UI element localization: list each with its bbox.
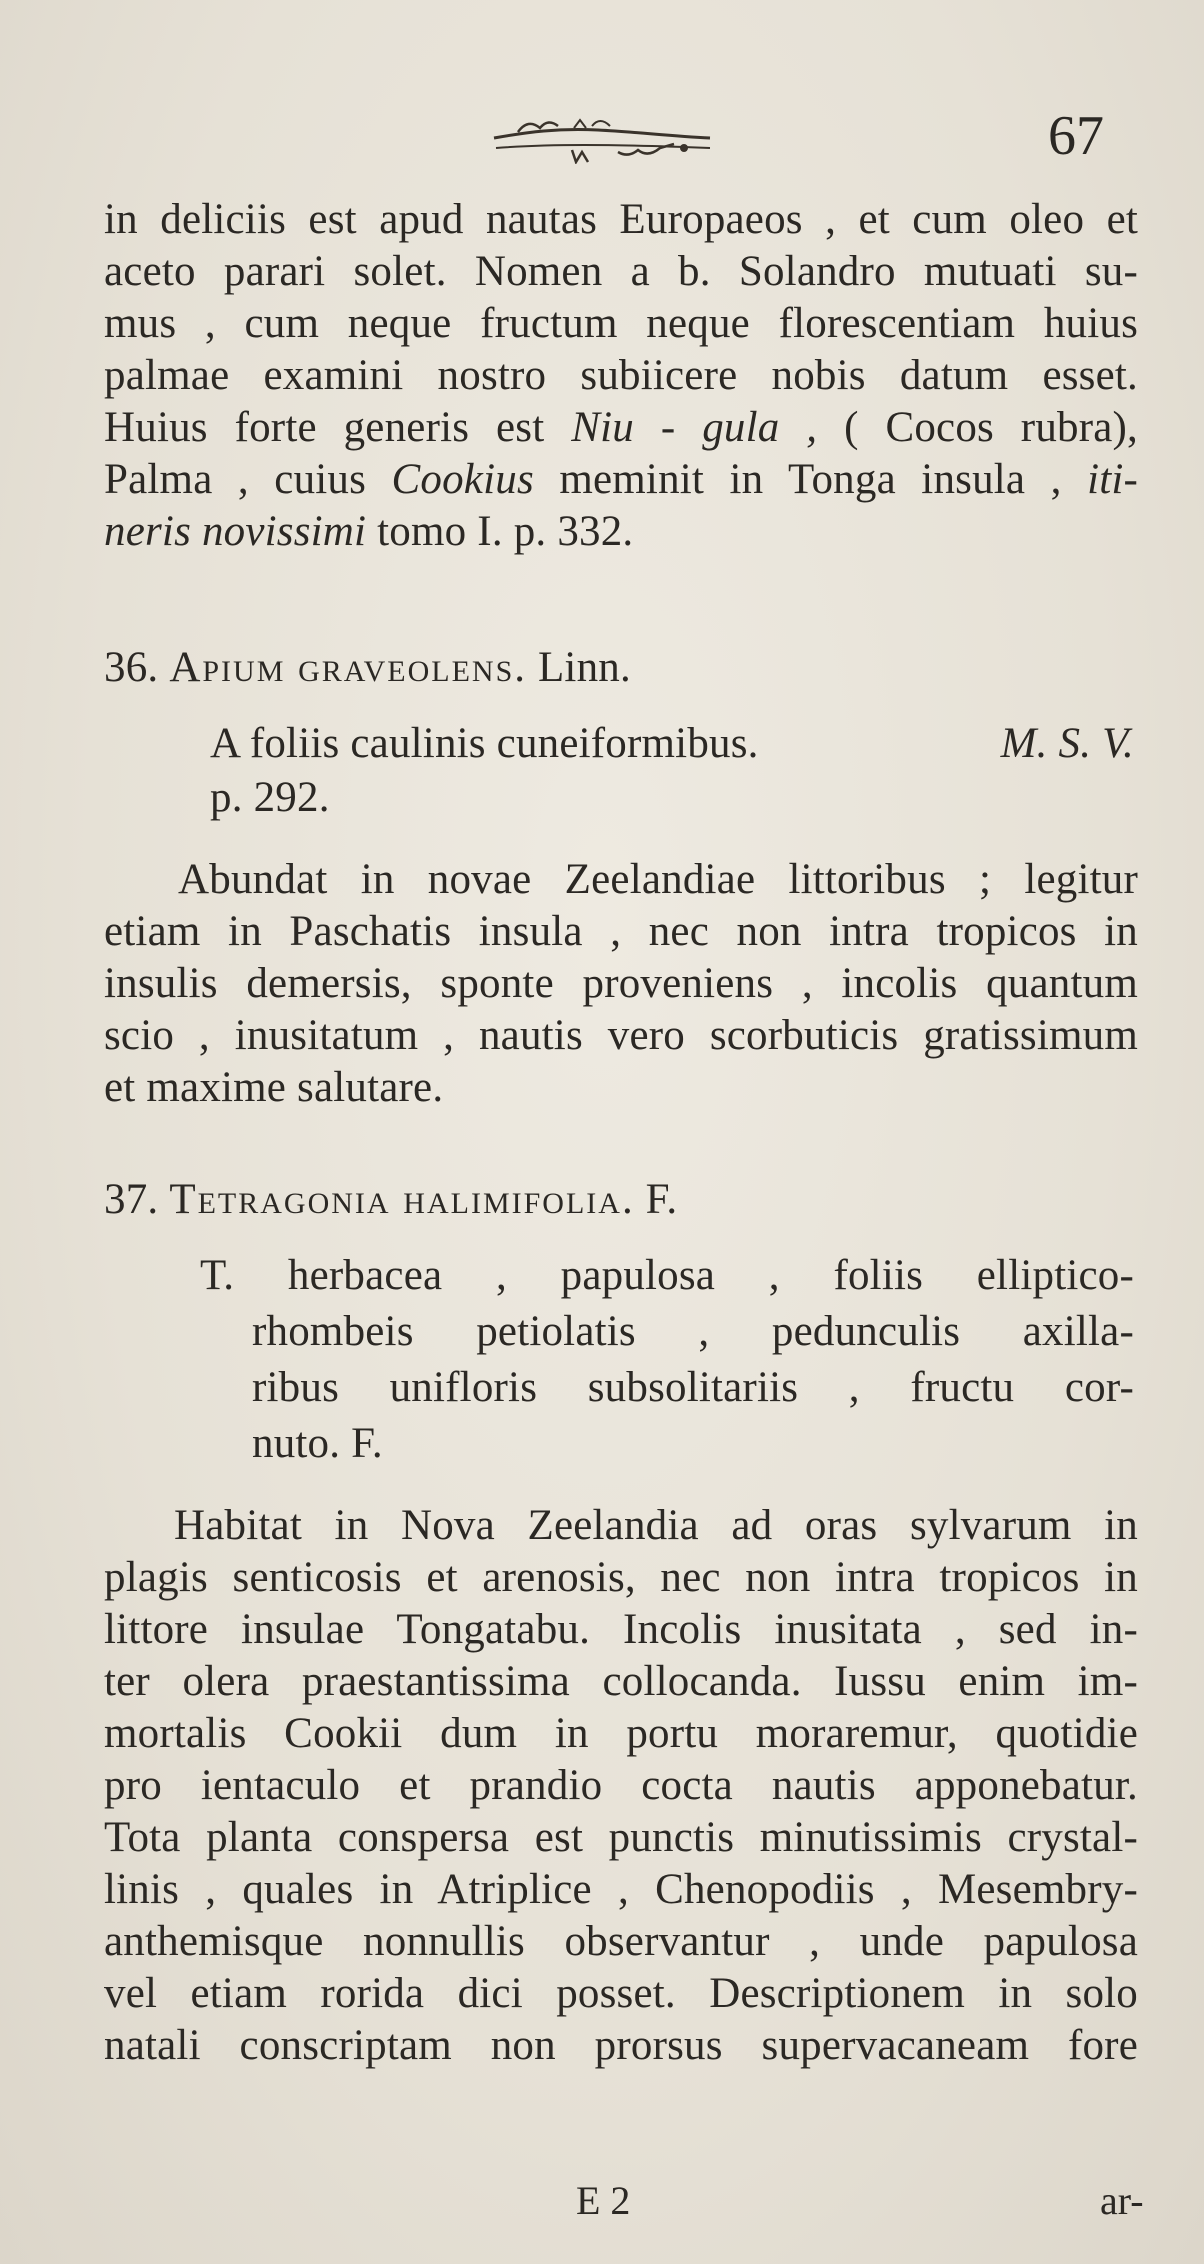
- printer-ornament-icon: [488, 110, 718, 164]
- text-line: Habitat in Nova Zeelandia ad oras sylvarum in: [174, 1502, 1138, 1549]
- species-name: Tetragonia halimifolia.: [169, 1176, 635, 1223]
- text-line: mortalis Cookii dum in portu moraremur, quotidie: [104, 1710, 1138, 1757]
- species-name: Apium graveolens.: [169, 644, 528, 691]
- work-title-italic: neris novissimi: [104, 508, 367, 555]
- text-line: etiam in Paschatis insula , nec non intra tropicos in: [104, 908, 1138, 955]
- text-line: palmae examini nostro subiicere nobis datum esset.: [104, 352, 1138, 399]
- catchword: ar-: [1100, 2178, 1144, 2223]
- author-name-italic: Cookius: [391, 456, 534, 503]
- text-line: [104, 504, 633, 560]
- diagnosis-line: nuto. F.: [252, 1420, 383, 1467]
- species-heading-36: [104, 640, 631, 696]
- diagnosis-line: T. herbacea , papulosa , foliis elliptico-: [200, 1252, 1134, 1299]
- species-number: 37.: [104, 1176, 159, 1223]
- diagnosis-line: p. 292.: [210, 774, 330, 821]
- text-span: meminit in Tonga insula ,: [559, 456, 1062, 503]
- diagnosis-line: rhombeis petiolatis , pedunculis axilla-: [252, 1308, 1134, 1355]
- diagnosis-text: A foliis caulinis cuneiformibus.: [210, 720, 759, 767]
- signature-mark: E 2: [576, 2178, 631, 2223]
- work-title-italic: iti-: [1087, 456, 1139, 503]
- text-line: scio , inusitatum , nautis vero scorbuticis gratissimum: [104, 1012, 1138, 1059]
- text-span: ( Cocos rubra),: [844, 404, 1139, 451]
- species-author: Linn.: [537, 644, 631, 691]
- text-line: et maxime salutare.: [104, 1064, 444, 1111]
- text-line: [104, 400, 1138, 456]
- text-span: tomo I. p. 332.: [377, 508, 634, 555]
- text-line: mus , cum neque fructum neque florescentiam huius: [104, 300, 1138, 347]
- text-line: ter olera praestantissima collocanda. Iussu enim im-: [104, 1658, 1138, 1705]
- species-name-italic: Niu - gula ,: [571, 404, 818, 451]
- text-span: Huius forte generis est: [104, 404, 545, 451]
- text-line: Abundat in novae Zeelandiae littoribus ; legitur: [178, 856, 1138, 903]
- text-span: Palma , cuius: [104, 456, 367, 503]
- text-line: linis , quales in Atriplice , Chenopodiis , Mesembry-: [104, 1866, 1138, 1913]
- text-line: in deliciis est apud nautas Europaeos , et cum oleo et: [104, 196, 1138, 243]
- text-line: Tota planta conspersa est punctis minutissimis crystal-: [104, 1814, 1138, 1861]
- text-line: [104, 452, 1138, 508]
- text-line: plagis senticosis et arenosis, nec non intra tropicos in: [104, 1554, 1138, 1601]
- text-line: vel etiam rorida dici posset. Descriptionem in solo: [104, 1970, 1138, 2017]
- species-number: 36.: [104, 644, 159, 691]
- diagnosis-line: [210, 716, 1134, 772]
- text-line: insulis demersis, sponte proveniens , incolis quantum: [104, 960, 1138, 1007]
- text-line: aceto parari solet. Nomen a b. Solandro mutuati su-: [104, 248, 1138, 295]
- text-line: anthemisque nonnullis observantur , unde papulosa: [104, 1918, 1138, 1965]
- text-line: pro ientaculo et prandio cocta nautis apponebatur.: [104, 1762, 1138, 1809]
- text-line: natali conscriptam non prorsus supervacaneam fore: [104, 2022, 1138, 2069]
- page-number: 67: [1048, 105, 1104, 167]
- reference-italic: M. S. V.: [1000, 720, 1134, 767]
- species-heading-37: [104, 1172, 677, 1228]
- species-author: F.: [645, 1176, 678, 1223]
- diagnosis-line: ribus unifloris subsolitariis , fructu cor-: [252, 1364, 1134, 1411]
- text-line: littore insulae Tongatabu. Incolis inusitata , sed in-: [104, 1606, 1138, 1653]
